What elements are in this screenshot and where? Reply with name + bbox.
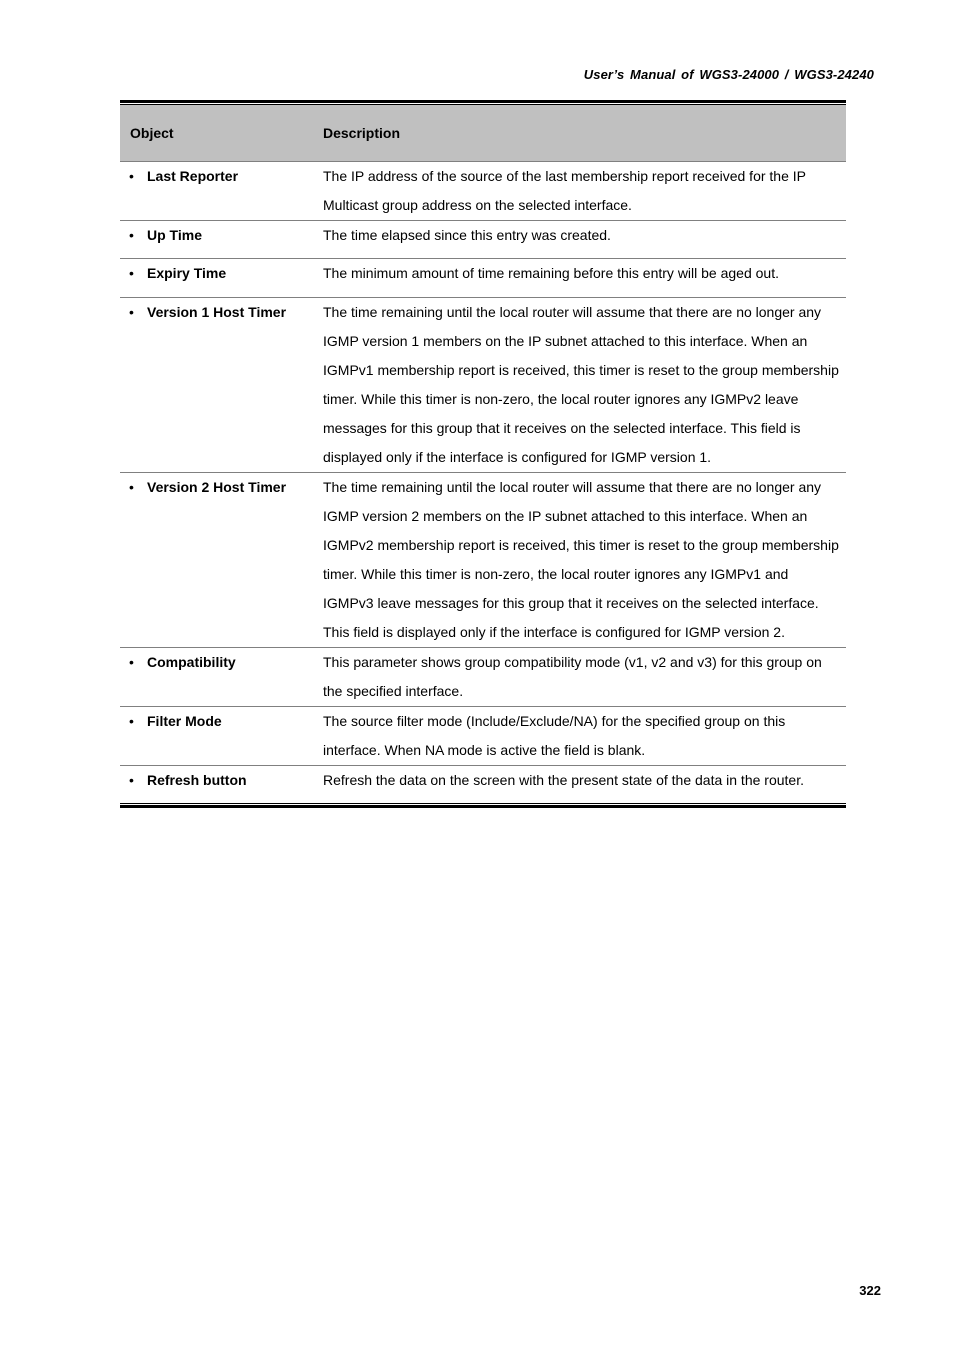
row-object <box>120 648 323 706</box>
row-object-label: Filter Mode <box>147 713 222 729</box>
row-description: The IP address of the source of the last membership report received for the IP Multicast group address on the selected interface. <box>323 168 806 213</box>
table-row <box>120 298 846 473</box>
row-description: This parameter shows group compatibility mode (v1, v2 and v3) for this group on the specified interface. <box>323 654 822 699</box>
column-header-description: Description <box>323 125 401 141</box>
row-description: Refresh the data on the screen with the present state of the data in the router. <box>323 772 804 788</box>
table-bottom-rule <box>120 805 846 808</box>
row-object <box>120 707 323 765</box>
table-row <box>120 259 846 298</box>
bullet-icon: • <box>129 654 134 670</box>
table-bottom-rule-thin <box>120 803 846 804</box>
table-row <box>120 473 846 648</box>
row-object-label: Last Reporter <box>147 168 239 184</box>
bullet-icon: • <box>129 168 134 184</box>
row-object <box>120 221 323 258</box>
row-object <box>120 298 323 472</box>
bullet-icon: • <box>129 227 134 243</box>
row-description: The time remaining until the local router will assume that there are no longer any IGMP version 1 members on the IP subnet attached to this interface. When an IGMPv1 membership report is received, this timer is reset to the group membership timer. While this timer is non-zero, the local router ignores any IGMPv2 leave messages for this group that it receives on the selected interface. This field is displayed only if the interface is configured for IGMP version 1. <box>323 304 839 465</box>
column-header-object: Object <box>130 125 174 141</box>
row-object <box>120 162 323 220</box>
row-object-label: Expiry Time <box>147 265 227 281</box>
row-object <box>120 766 323 803</box>
table-row <box>120 707 846 766</box>
bullet-icon: • <box>129 772 134 788</box>
table-top-rule <box>120 100 846 103</box>
bullet-icon: • <box>129 713 134 729</box>
row-object-label: Compatibility <box>147 654 236 670</box>
row-object <box>120 473 323 647</box>
bullet-icon: • <box>129 479 134 495</box>
table-row <box>120 162 846 221</box>
row-object-label: Refresh button <box>147 772 247 788</box>
row-description: The time elapsed since this entry was created. <box>323 227 611 243</box>
table-row <box>120 766 846 803</box>
document-header-title: User’s Manual of WGS3-24000 / WGS3-24240 <box>583 67 874 82</box>
row-object-label: Up Time <box>147 227 202 243</box>
table-row <box>120 648 846 707</box>
row-description: The source filter mode (Include/Exclude/NA) for the specified group on this interface. When NA mode is active the field is blank. <box>323 713 786 758</box>
table-header-row <box>120 105 846 162</box>
bullet-icon: • <box>129 304 134 320</box>
table-row <box>120 221 846 259</box>
row-description: The minimum amount of time remaining before this entry will be aged out. <box>323 265 779 281</box>
row-object-label: Version 1 Host Timer <box>147 304 287 320</box>
row-object <box>120 259 323 297</box>
object-description-table <box>120 100 846 808</box>
page-number: 322 <box>859 1283 881 1298</box>
row-object-label: Version 2 Host Timer <box>147 479 287 495</box>
bullet-icon: • <box>129 265 134 281</box>
row-description: The time remaining until the local router will assume that there are no longer any IGMP version 2 members on the IP subnet attached to this interface. When an IGMPv2 membership report is received, this timer is reset to the group membership timer. While this timer is non-zero, the local router ignores any IGMPv1 and IGMPv3 leave messages for this group that it receives on the selected interface. This field is displayed only if the interface is configured for IGMP version 2. <box>323 479 839 640</box>
